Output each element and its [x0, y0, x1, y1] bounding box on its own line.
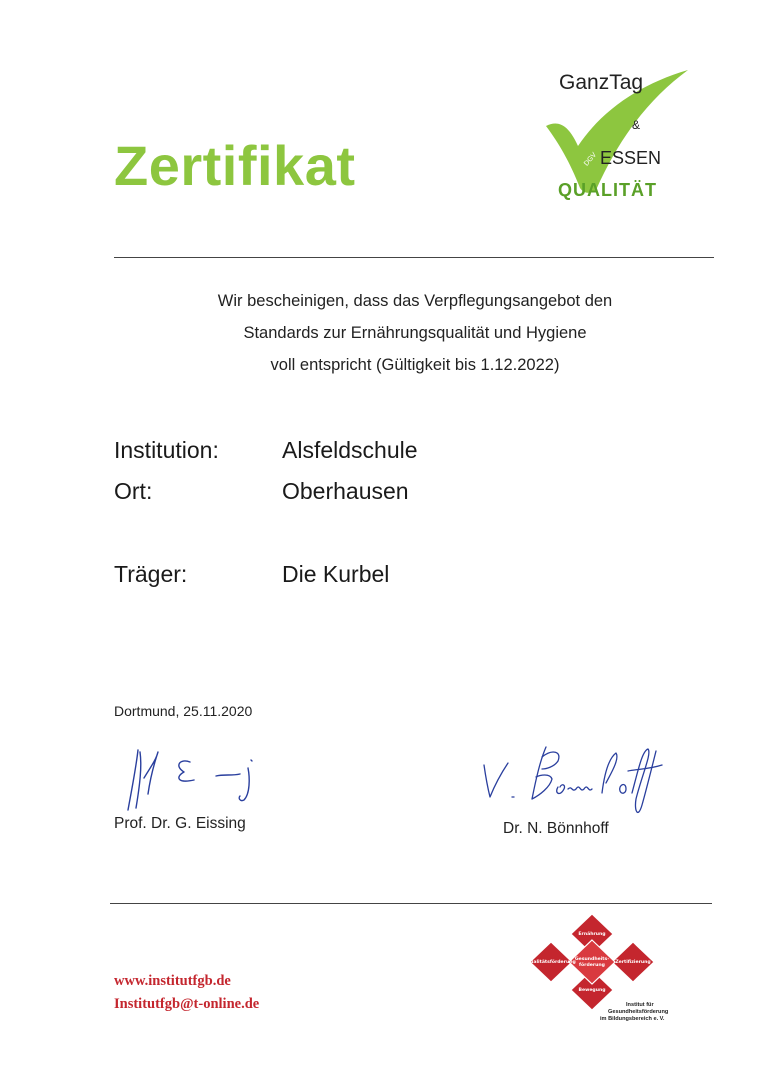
signature-boennhoff: [470, 735, 670, 825]
statement-line: Wir bescheinigen, dass das Verpflegungsangebot den: [217, 292, 613, 310]
top-divider: [114, 257, 714, 258]
signature-eissing: [110, 738, 270, 818]
institution-label: Institution:: [114, 437, 219, 463]
institute-diamond-logo: [525, 912, 660, 1012]
diamond-label-bottom: Bewegung: [578, 988, 606, 993]
logo-line-ganztag: GanzTag: [559, 71, 644, 94]
email-link[interactable]: Institutfgb@t-online.de: [114, 996, 260, 1012]
place-and-date: Dortmund, 25.11.2020: [114, 703, 253, 719]
certification-statement: [110, 285, 720, 381]
diamond-label-left: Qualitätsförderung: [526, 960, 576, 965]
diamond-label-center-2: förderung: [579, 963, 605, 968]
traeger-value: Die Kurbel: [282, 561, 390, 587]
institute-name-line: Gesundheitsförderung: [608, 1009, 669, 1015]
ort-label: Ort:: [114, 478, 153, 504]
ort-value: Oberhausen: [282, 478, 409, 504]
signer-left-name: Prof. Dr. G. Eissing: [114, 815, 246, 832]
bottom-divider: [110, 903, 712, 904]
signer-right-name: Dr. N. Bönnhoff: [503, 820, 609, 837]
ganztag-essen-qualitaet-logo: [538, 58, 708, 208]
institute-name-line: im Bildungsbereich e. V.: [600, 1016, 665, 1022]
website-link[interactable]: www.institutfgb.de: [114, 973, 231, 989]
institution-value: Alsfeldschule: [282, 437, 418, 463]
logo-line-qualitaet: QUALITÄT: [558, 180, 657, 200]
logo-badge: DGV: [583, 151, 599, 168]
statement-line: Standards zur Ernährungsqualität und Hygiene: [243, 324, 587, 342]
institute-name: [600, 1002, 690, 1023]
logo-ampersand: &: [632, 118, 641, 132]
traeger-label: Träger:: [114, 561, 188, 587]
diamond-label-top: Ernährung: [578, 932, 606, 937]
statement-line: voll entspricht (Gültigkeit bis 1.12.2022): [270, 356, 560, 374]
certificate-title: Zertifikat: [114, 134, 356, 197]
diamond-label-right: Zertifizierung: [615, 960, 651, 965]
diamond-center: [569, 940, 615, 984]
logo-line-essen: ESSEN: [600, 148, 662, 168]
institute-name-line: Institut für: [626, 1002, 654, 1008]
diamond-label-center-1: Gesundheits-: [574, 957, 610, 962]
